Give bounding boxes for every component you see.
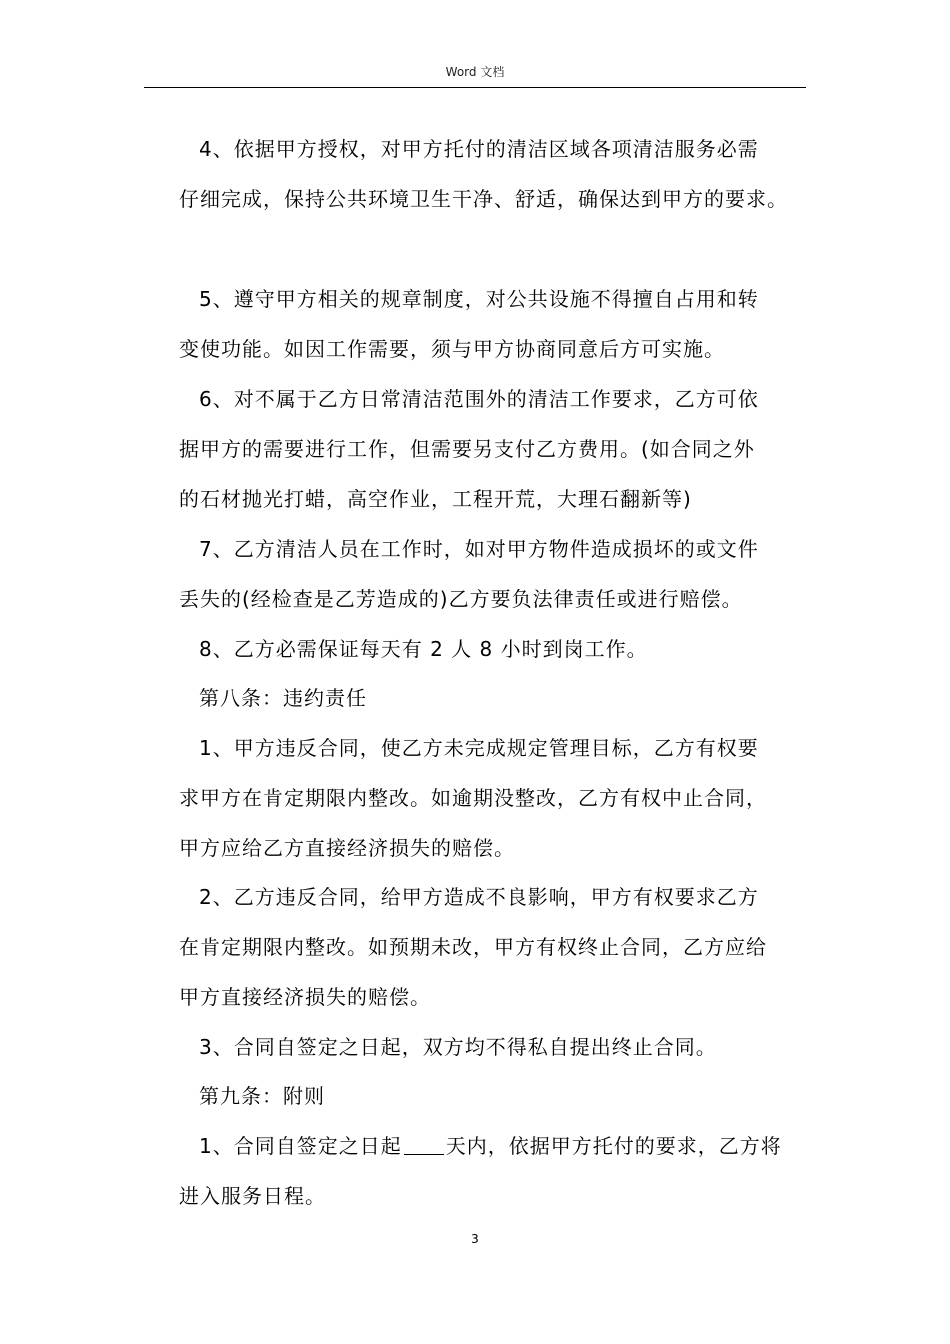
page-number: 3 [471,1232,479,1246]
paragraph-line: 甲方直接经济损失的赔偿。 [179,985,431,1009]
section-heading: 第九条：附则 [199,1084,325,1108]
paragraph-line: 4、依据甲方授权，对甲方托付的清洁区域各项清洁服务必需 [199,137,759,161]
fill-in-blank [404,1132,444,1155]
paragraph-line: 求甲方在肯定期限内整改。如逾期没整改，乙方有权中止合同， [179,786,767,810]
paragraph-line: 6、对不属于乙方日常清洁范围外的清洁工作要求，乙方可依 [199,387,759,411]
paragraph-line: 2、乙方违反合同，给甲方造成不良影响，甲方有权要求乙方 [199,885,759,909]
paragraph-line: 据甲方的需要进行工作，但需要另支付乙方费用。(如合同之外 [179,437,755,461]
paragraph-line: 的石材抛光打蜡，高空作业，工程开荒，大理石翻新等) [179,487,692,511]
paragraph-line: 变使功能。如因工作需要，须与甲方协商同意后方可实施。 [179,337,725,361]
paragraph-line [199,1131,782,1161]
paragraph-line: 1、甲方违反合同，使乙方未完成规定管理目标，乙方有权要 [199,736,759,760]
text-run: 1、合同自签定之日起 [199,1134,402,1158]
paragraph-line: 8、乙方必需保证每天有 2 人 8 小时到岗工作。 [199,637,648,661]
paragraph-line: 丢失的(经检查是乙芳造成的)乙方要负法律责任或进行赔偿。 [179,587,743,611]
paragraph-line: 5、遵守甲方相关的规章制度，对公共设施不得擅自占用和转 [199,287,759,311]
paragraph-line: 在肯定期限内整改。如预期未改，甲方有权终止合同，乙方应给 [179,935,767,959]
page-header: Word 文档 [445,65,505,79]
paragraph-line: 3、合同自签定之日起，双方均不得私自提出终止合同。 [199,1035,717,1059]
paragraph-line: 7、乙方清洁人员在工作时，如对甲方物件造成损坏的或文件 [199,537,759,561]
header-rule [144,87,806,88]
paragraph-line: 进入服务日程。 [179,1184,326,1208]
section-heading: 第八条：违约责任 [199,686,367,710]
text-run: 天内，依据甲方托付的要求，乙方将 [445,1134,782,1158]
paragraph-line: 甲方应给乙方直接经济损失的赔偿。 [179,836,515,860]
paragraph-line: 仔细完成，保持公共环境卫生干净、舒适，确保达到甲方的要求。 [179,187,788,211]
